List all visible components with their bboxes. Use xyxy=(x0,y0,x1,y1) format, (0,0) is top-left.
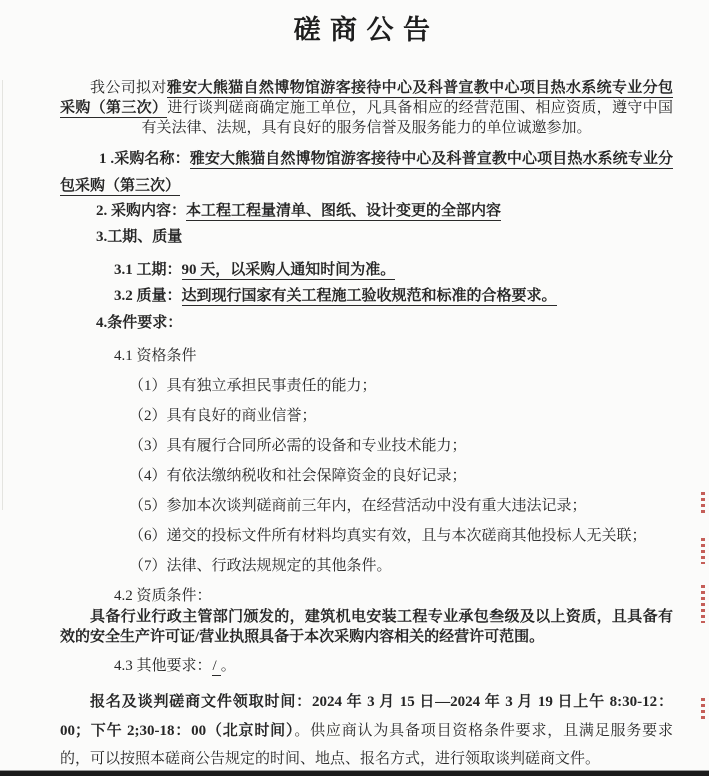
section-conditions-heading: 4.条件要求： xyxy=(96,315,183,331)
intro-suffix: 进行谈判磋商确定施工单位，凡具备相应的经营范围、相应资质，遵守中国有关法律、法规，具有良好的服务信誉及服务能力的单位诚邀参加。 xyxy=(141,100,673,136)
section-other-requirements-period: 。 xyxy=(220,658,236,674)
registration-rest: 。供应商认为具备项目资格条件要求，且满足服务要求的，可以按照本磋商公告规定的时间、地点、报名方式，进行领取谈判磋商文件。 xyxy=(60,722,673,767)
section-quality xyxy=(60,285,673,307)
section-duration xyxy=(60,259,673,281)
section-other-requirements-value: / xyxy=(212,658,221,676)
scan-red-edge-mark xyxy=(701,698,705,720)
scan-left-edge-line xyxy=(2,80,3,510)
scan-red-edge-mark xyxy=(701,492,705,514)
scan-bottom-band xyxy=(0,770,709,776)
qualification-item: （2）具有良好的商业信誉； xyxy=(129,408,317,424)
section-quality-label: 3.2 质量： xyxy=(114,288,182,304)
intro-project-name: 雅安大熊猫自然博物馆游客接待中心及科普宣教中心项目热水系统专业分包采购（第三次） xyxy=(60,80,673,116)
section-purchase-name-value: 雅安大熊猫自然博物馆游客接待中心及科普宣教中心项目热水系统专业分包采购（第三次） xyxy=(60,151,673,194)
intro-paragraph xyxy=(60,78,673,138)
intro-prefix: 我公司拟对 xyxy=(90,80,167,96)
page-title: 磋商公告 xyxy=(293,15,440,45)
credential-paragraph: 具备行业行政主管部门颁发的，建筑机电安装工程专业承包叁级及以上资质，且具备有效的安全生产许可证/营业执照具备于本次采购内容相关的经营许可范围。 xyxy=(60,609,673,645)
scan-red-edge-mark xyxy=(701,585,705,623)
section-purchase-content xyxy=(60,200,673,222)
registration-time: 报名及谈判磋商文件领取时间：2024 年 3 月 15 日—2024 年 3 月 19 日上午 8:30-12：00；下午 2;30-18：00（北京时间） xyxy=(60,694,673,739)
qualification-item: （5）参加本次谈判磋商前三年内，在经营活动中没有重大违法记录； xyxy=(129,498,587,514)
section-purchase-name-label: 1 .采购名称： xyxy=(99,151,190,167)
section-credential-heading: 4.2 资质条件： xyxy=(114,588,212,604)
section-quality-value: 达到现行国家有关工程施工验收规范和标准的合格要求。 xyxy=(181,288,557,304)
qualification-item: （4）有依法缴纳税收和社会保障资金的良好记录； xyxy=(129,468,467,484)
section-purchase-name xyxy=(60,146,673,200)
section-duration-label: 3.1 工期： xyxy=(114,262,182,278)
section-other-requirements-label: 4.3 其他要求： xyxy=(114,658,212,674)
registration-paragraph xyxy=(60,688,673,774)
qualification-item: （7）法律、行政法规规定的其他条件。 xyxy=(129,558,392,574)
qualification-item: （3）具有履行合同所必需的设备和专业技术能力； xyxy=(129,438,467,454)
section-other-requirements xyxy=(60,655,673,677)
qualification-item: （6）递交的投标文件所有材料均真实有效，且与本次磋商其他投标人无关联； xyxy=(129,528,647,544)
scan-red-edge-mark xyxy=(701,538,705,564)
section-purchase-content-value: 本工程工程量清单、图纸、设计变更的全部内容 xyxy=(186,203,502,219)
section-qualification-heading: 4.1 资格条件 xyxy=(114,348,197,364)
section-duration-value: 90 天，以采购人通知时间为准。 xyxy=(181,262,396,278)
section-purchase-content-label: 2. 采购内容： xyxy=(96,203,187,219)
section-duration-quality-heading: 3.工期、质量 xyxy=(96,229,183,245)
qualification-item: （1）具有独立承担民事责任的能力； xyxy=(129,378,377,394)
